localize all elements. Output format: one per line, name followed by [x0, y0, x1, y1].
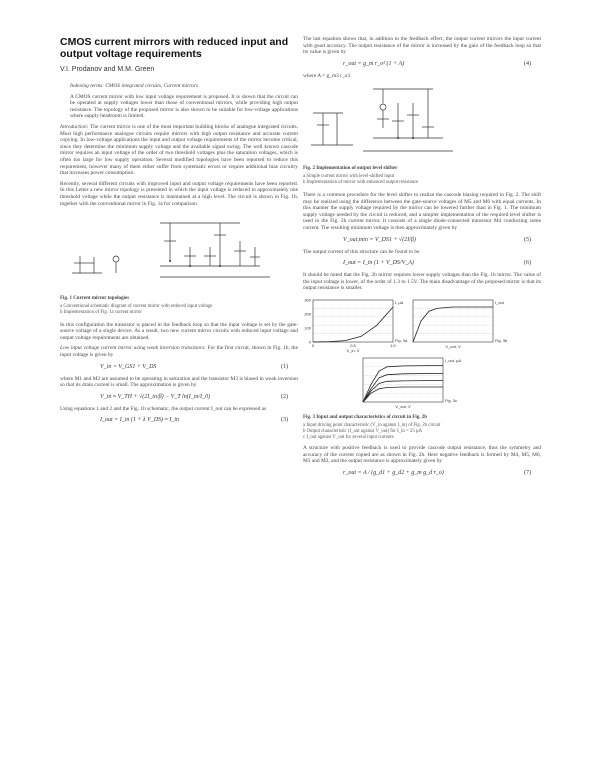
intro-text: The current mirror is one of the most important building blocks of analogue integrated circuits. Most high performance analogue circuits require mirrors with high output resistance and accurate current copying. In low-voltage applications the input and output voltage requirements of the mirror become critical, since they determine the minimum supply voltage and the available signal swing. The well known cascode mirror requires an input voltage of the order of two threshold voltages plus the saturation voltages, which is often too large for low supply operation. Several modified topologies have been reported to reduce this requirement, however many of them either suffer from systematic errors or require additional bias circuitry that increases power consumption. — [60, 123, 298, 177]
end-text: Using equations 1 and 2 and the Fig. 1b schematic, the output current I_out can be expressed as — [60, 405, 267, 412]
chart-0-xlabel: V_in, V — [346, 347, 360, 353]
equation-4-body: r_out = g_m r_o² (1 + A) — [343, 60, 405, 67]
chart-1-frame — [413, 300, 493, 342]
chart-0-ytick: 300 — [304, 297, 311, 303]
equation-2-number: (2) — [281, 393, 288, 400]
chart-0-xtick: 0 — [311, 342, 315, 348]
equation-3-body: I_out = I_in (1 + λ V_DS) ≈ I_in — [100, 417, 179, 424]
left-column — [60, 36, 298, 429]
right-paragraph-1: The last equation shows that, in addition to the feedback effect, the output current mirrors the input current with good accuracy. The output resistance of the mirror is increased by the gain of the feedback loop so that its value is given by — [303, 36, 541, 56]
right-paragraph-5: A structure with positive feedback is used to provide cascode output resistance, thus the symmetry and accuracy of the current copied are as shown in Fig. 2b. Here negative feedback is formed by M4, M5, M6, M3 and M2, and the output resistance is approximately given by — [303, 445, 541, 465]
intro-label: Introduction: — [60, 123, 89, 130]
equation-1-body: V_in = V_GS1 + V_DS — [100, 363, 157, 370]
equation-1-number: (1) — [281, 363, 288, 370]
figure-3-sub-c: c I_out against V_out for several input currents — [303, 434, 394, 440]
chart-1-xlabel: V_out, V — [445, 343, 461, 349]
chart-0-title: Fig. 3a — [395, 337, 408, 343]
chart-0-ylabel: I, µA — [395, 299, 404, 305]
right-paragraph-3: The output current of this structure can be found to be — [303, 248, 420, 255]
chart-1-series-0 — [413, 307, 493, 342]
equation-5-body: V_out,min = V_DS1 + √(2I/β) — [343, 236, 416, 243]
equation-4-number: (4) — [524, 60, 531, 67]
figure-2-caption — [303, 166, 541, 172]
figure-3-charts — [303, 296, 541, 412]
chart-0-ytick: 0 — [308, 339, 311, 345]
figure-1-caption — [60, 296, 298, 302]
equation-5-number: (5) — [524, 236, 531, 243]
paper-title: CMOS current mirrors with reduced input and output voltage requirements — [60, 36, 289, 60]
figure-2-schematic — [303, 83, 541, 163]
right-paragraph-4: It should be noted that the Fig. 2b mirror requires lower supply voltages than the Fig. 1b mirror. The value of the input voltage is lower, of the order of 1.3 to 1.5V. The main disadvantage of the proposed mirror is that its output resistance is smaller. — [303, 272, 541, 292]
equation-3 — [60, 416, 298, 424]
figure-1-schematic — [60, 211, 298, 293]
figure-2-sub-b: b Implementation of mirror with enhanced output resistance — [303, 180, 419, 186]
equation-4 — [303, 60, 541, 68]
chart-2-series-3 — [363, 387, 443, 402]
right-column — [303, 36, 541, 482]
where-clause: where A = g_m3 r_o3 — [303, 72, 351, 79]
chart-0-series-0 — [313, 307, 393, 342]
equation-7 — [303, 469, 541, 477]
equation-6 — [303, 259, 541, 267]
chart-2-ylabel: I_out, µA — [445, 357, 462, 363]
right-paragraph-2: There is a common procedure for the level shifter to realize the cascode biasing required in Fig. 2. The shift may be realized using the difference between the gate-source voltages of M5 and M6 with equal currents. In this manner the supply voltage required by the mirror can be lowered further than in Fig. 1. The minimum supply voltage needed by the circuit is reduced, and a simpler implementation of the required level shifter is used in the Fig. 2b current mirror. It consists of a single diode-connected transistor M4 conducting some current. The resulting minimum voltage is then approximately given by — [303, 191, 541, 231]
section-label: Low input voltage current mirror using weak inversion transistors: — [60, 345, 207, 352]
section-text: For the first circuit, shown in Fig. 1b, the input voltage is given by — [60, 345, 298, 359]
equation-7-body: r_out = A / (g_d1 + g_d2 + g_m g_d r_o) — [343, 470, 444, 477]
equation-2-body: V_in ≈ V_TH + √(2I_in/β) − V_T ln(I_in/I_0) — [100, 393, 211, 400]
chart-0-xtick: 1.0 — [390, 342, 396, 348]
introduction — [60, 124, 298, 177]
figure-3-caption — [303, 415, 541, 421]
paper-authors: V.I. Prodanov and M.M. Green — [60, 66, 155, 73]
index-terms: Indexing terms: CMOS integrated circuits, Current mirrors — [70, 83, 199, 89]
equation-6-number: (6) — [524, 260, 531, 267]
middle-text: where M1 and M2 are assumed to be operating in saturation and the transistor M3 is biased in weak inversion so that its drain current is small. The approximation is given by — [60, 375, 298, 389]
abstract: A CMOS current mirror with low input voltage requirement is proposed. It is shown that the circuit can be operated at supply voltages lower than those of conventional mirrors, while providing high output resistance. The topology of the proposed mirror is also shown to be suitable for low-voltage applications where supply headroom is limited. — [70, 93, 298, 120]
paragraph-after-fig1: In this configuration the transistor is placed in the feedback loop so that the input voltage is set by the gate-source voltage of a single device. As a result, two new current mirror circuits with reduced input voltage and output voltage requirements are obtained. — [60, 321, 298, 341]
equation-6-body: I_out = I_in (1 + V_DS/V_A) — [343, 260, 414, 267]
figure-3-sub-a: a Input driving point characteristic (V_in against I_in) of Fig. 2b circuit — [303, 422, 441, 428]
figure-2-sub-a: a Simple current mirror with level-shifted input — [303, 174, 395, 180]
figure-1-sub-a: a Conventional schematic diagram of current mirror with reduced input voltage — [60, 304, 213, 310]
equation-2 — [60, 393, 298, 401]
figure-3-sub-b: b Output characteristic (I_out against V_out) for I_in = 25 µA — [303, 428, 423, 434]
section-low-input — [60, 345, 298, 358]
chart-0-ytick: 200 — [304, 311, 311, 317]
figure-1-sub-b: b Implementation of Fig. 1a current mirror — [60, 309, 142, 315]
equation-7-number: (7) — [524, 470, 531, 477]
chart-1-title: Fig. 3b — [495, 337, 508, 343]
chart-1-ylabel: I_out — [495, 299, 504, 305]
intro-paragraph-2: Recently, several different circuits with improved input and output voltage requirements have been reported. In this Letter a new mirror topology is presented in which the input voltage is reduced to approximately one threshold voltage while the output resistance is maintained at a high level. The circuit is shown in Fig. 1b, together with the conventional mirror in Fig. 1a for comparison. — [60, 180, 298, 207]
chart-0-xtick: 0.5 — [350, 342, 356, 348]
fig2-caption-text: Fig. 2 Implementation of output level shifter — [303, 166, 398, 172]
chart-0-ytick: 100 — [304, 325, 311, 331]
equation-3-number: (3) — [281, 417, 288, 424]
fig3-caption-text: Fig. 3 Input and output characteristics of circuit in Fig. 2b — [303, 414, 428, 420]
chart-2-frame — [363, 358, 443, 402]
fig1-caption-text: Fig. 1 Current mirror topologies — [60, 296, 130, 302]
chart-2-title: Fig. 3c — [445, 397, 458, 403]
equation-1 — [60, 363, 298, 371]
chart-2-xlabel: V_out, V — [395, 403, 411, 409]
equation-5 — [303, 236, 541, 244]
